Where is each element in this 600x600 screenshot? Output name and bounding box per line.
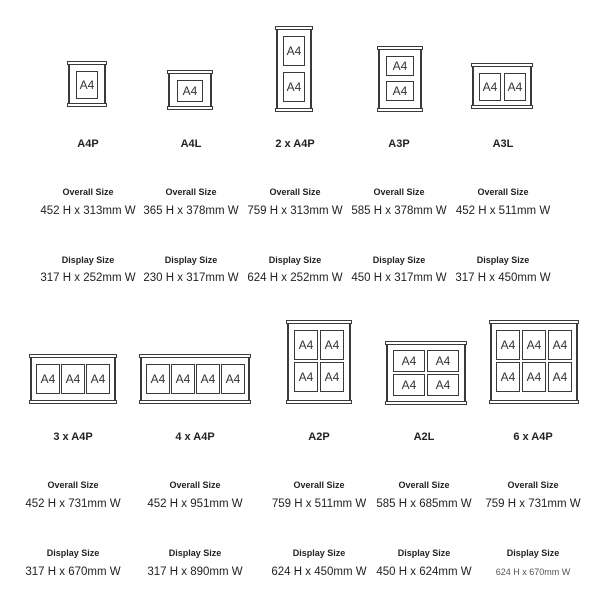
3xa4p-frame — [30, 356, 116, 402]
a4-panel: A4 — [146, 364, 170, 394]
overall-size-label: Overall Size — [47, 480, 99, 490]
display-size-value: 317 H x 890mm W — [147, 566, 243, 578]
display-size-value: 317 H x 252mm W — [40, 272, 136, 284]
display-size-label: Display Size — [397, 548, 451, 558]
overall-size-label: Overall Size — [293, 480, 345, 490]
product-name: A2P — [308, 431, 330, 443]
a4-panel: A4 — [427, 350, 459, 372]
a4-panel: A4 — [294, 362, 318, 392]
overall-size-value: 585 H x 378mm W — [351, 205, 447, 217]
overall-size-label: Overall Size — [398, 480, 450, 490]
product-name: A3P — [388, 138, 410, 150]
display-size-label: Display Size — [61, 255, 115, 265]
overall-size-label: Overall Size — [507, 480, 559, 490]
a3p-frame — [378, 48, 422, 110]
overall-size-label: Overall Size — [165, 187, 217, 197]
a4-panel: A4 — [496, 362, 520, 392]
a4-panel: A4 — [504, 73, 526, 101]
a4-panel: A4 — [548, 362, 572, 392]
a2p-frame — [287, 322, 351, 402]
product-name: A4P — [77, 138, 99, 150]
a4-panel: A4 — [393, 350, 425, 372]
overall-size-label: Overall Size — [269, 187, 321, 197]
a3l-frame — [472, 65, 532, 107]
a4-panel: A4 — [61, 364, 85, 394]
display-size-value: 317 H x 670mm W — [25, 566, 121, 578]
a4-panel: A4 — [548, 330, 572, 360]
2xa4p-frame — [276, 28, 312, 110]
a4-panel: A4 — [386, 81, 414, 101]
a4-panel: A4 — [522, 362, 546, 392]
a4-panel: A4 — [427, 374, 459, 396]
overall-size-value: 759 H x 313mm W — [247, 205, 343, 217]
a4-panel: A4 — [294, 330, 318, 360]
overall-size-value: 452 H x 511mm W — [455, 205, 551, 217]
a4-panel: A4 — [479, 73, 501, 101]
display-size-label: Display Size — [372, 255, 426, 265]
display-size-value: 450 H x 317mm W — [351, 272, 447, 284]
6xa4p-frame — [490, 322, 578, 402]
product-name: 2 x A4P — [275, 138, 315, 150]
product-name: 3 x A4P — [53, 431, 93, 443]
display-size-value: 230 H x 317mm W — [143, 272, 239, 284]
display-size-value: 624 H x 252mm W — [247, 272, 343, 284]
overall-size-value: 452 H x 951mm W — [147, 498, 243, 510]
a4-panel: A4 — [386, 56, 414, 76]
display-size-label: Display Size — [506, 548, 560, 558]
a4l-frame — [168, 72, 212, 108]
display-size-value: 624 H x 450mm W — [271, 566, 367, 578]
a4-panel: A4 — [283, 36, 305, 66]
a4-panel: A4 — [496, 330, 520, 360]
a4-panel: A4 — [393, 374, 425, 396]
a4-panel: A4 — [177, 80, 203, 102]
product-name: 4 x A4P — [175, 431, 215, 443]
display-size-label: Display Size — [168, 548, 222, 558]
overall-size-value: 365 H x 378mm W — [143, 205, 239, 217]
a4-panel: A4 — [522, 330, 546, 360]
display-size-value: 450 H x 624mm W — [376, 566, 472, 578]
a4-panel: A4 — [76, 71, 98, 99]
overall-size-label: Overall Size — [477, 187, 529, 197]
a4-panel: A4 — [283, 72, 305, 102]
overall-size-label: Overall Size — [373, 187, 425, 197]
overall-size-value: 759 H x 511mm W — [271, 498, 367, 510]
a4-panel: A4 — [320, 330, 344, 360]
display-size-label: Display Size — [476, 255, 530, 265]
a4-panel: A4 — [86, 364, 110, 394]
overall-size-label: Overall Size — [169, 480, 221, 490]
product-name: 6 x A4P — [513, 431, 553, 443]
display-size-value: 624 H x 670mm W — [495, 567, 571, 577]
a4-panel: A4 — [36, 364, 60, 394]
display-size-label: Display Size — [164, 255, 218, 265]
product-name: A2L — [413, 431, 435, 443]
display-size-label: Display Size — [46, 548, 100, 558]
display-size-label: Display Size — [292, 548, 346, 558]
display-size-label: Display Size — [268, 255, 322, 265]
overall-size-value: 452 H x 313mm W — [40, 205, 136, 217]
a4-panel: A4 — [171, 364, 195, 394]
product-name: A4L — [180, 138, 202, 150]
overall-size-label: Overall Size — [62, 187, 114, 197]
overall-size-value: 452 H x 731mm W — [25, 498, 121, 510]
a4-panel: A4 — [320, 362, 344, 392]
overall-size-value: 585 H x 685mm W — [376, 498, 472, 510]
a4-panel: A4 — [196, 364, 220, 394]
a2l-frame — [386, 343, 466, 403]
a4-panel: A4 — [221, 364, 245, 394]
4xa4p-frame — [140, 356, 250, 402]
product-name: A3L — [492, 138, 514, 150]
display-size-value: 317 H x 450mm W — [455, 272, 551, 284]
overall-size-value: 759 H x 731mm W — [485, 498, 581, 510]
a4p-frame — [68, 63, 106, 105]
